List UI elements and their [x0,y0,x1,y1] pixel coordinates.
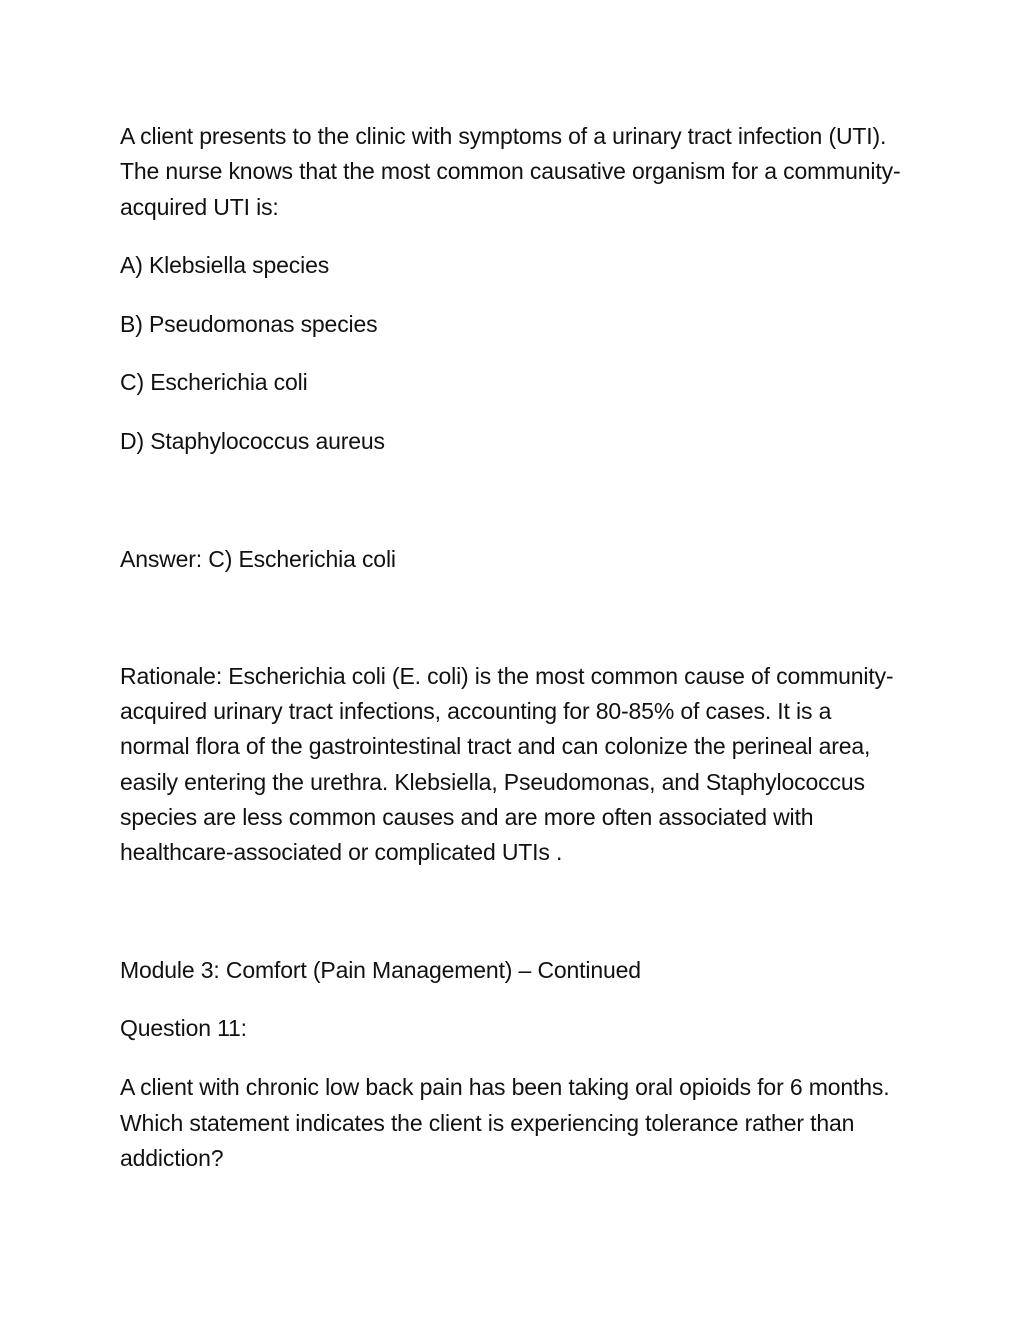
question-label: Question 11: [120,1015,247,1042]
answer-text: Answer: C) Escherichia coli [120,545,396,572]
question-intro-text: A client presents to the clinic with symptoms of a urinary tract infection (UTI). The nurse knows that the most common causative organism for a community-acquired UTI is: [120,123,901,220]
option-b: B) Pseudomonas species [120,310,378,337]
question-11-text: A client with chronic low back pain has been taking oral opioids for 6 months. Which statement indicates the client is experiencing tolerance rather than addiction? [120,1074,890,1171]
module-heading: Module 3: Comfort (Pain Management) – Continued [120,956,641,983]
option-c: C) Escherichia coli [120,369,308,396]
option-a: A) Klebsiella species [120,251,330,278]
rationale-text: Rationale: Escherichia coli (E. coli) is the most common cause of community-acquired urinary tract infections, accounting for 80-85% of cases. It is a normal flora of the gastrointestinal tract and can colonize the perineal area, easily entering the urethra. Klebsiella, Pseudomonas, and Staphylococcus species are less common causes and are more often associated with healthcare-associated or complicated UTIs . [120,662,894,866]
document-page [120,119,905,1176]
option-d: D) Staphylococcus aureus [120,428,385,455]
